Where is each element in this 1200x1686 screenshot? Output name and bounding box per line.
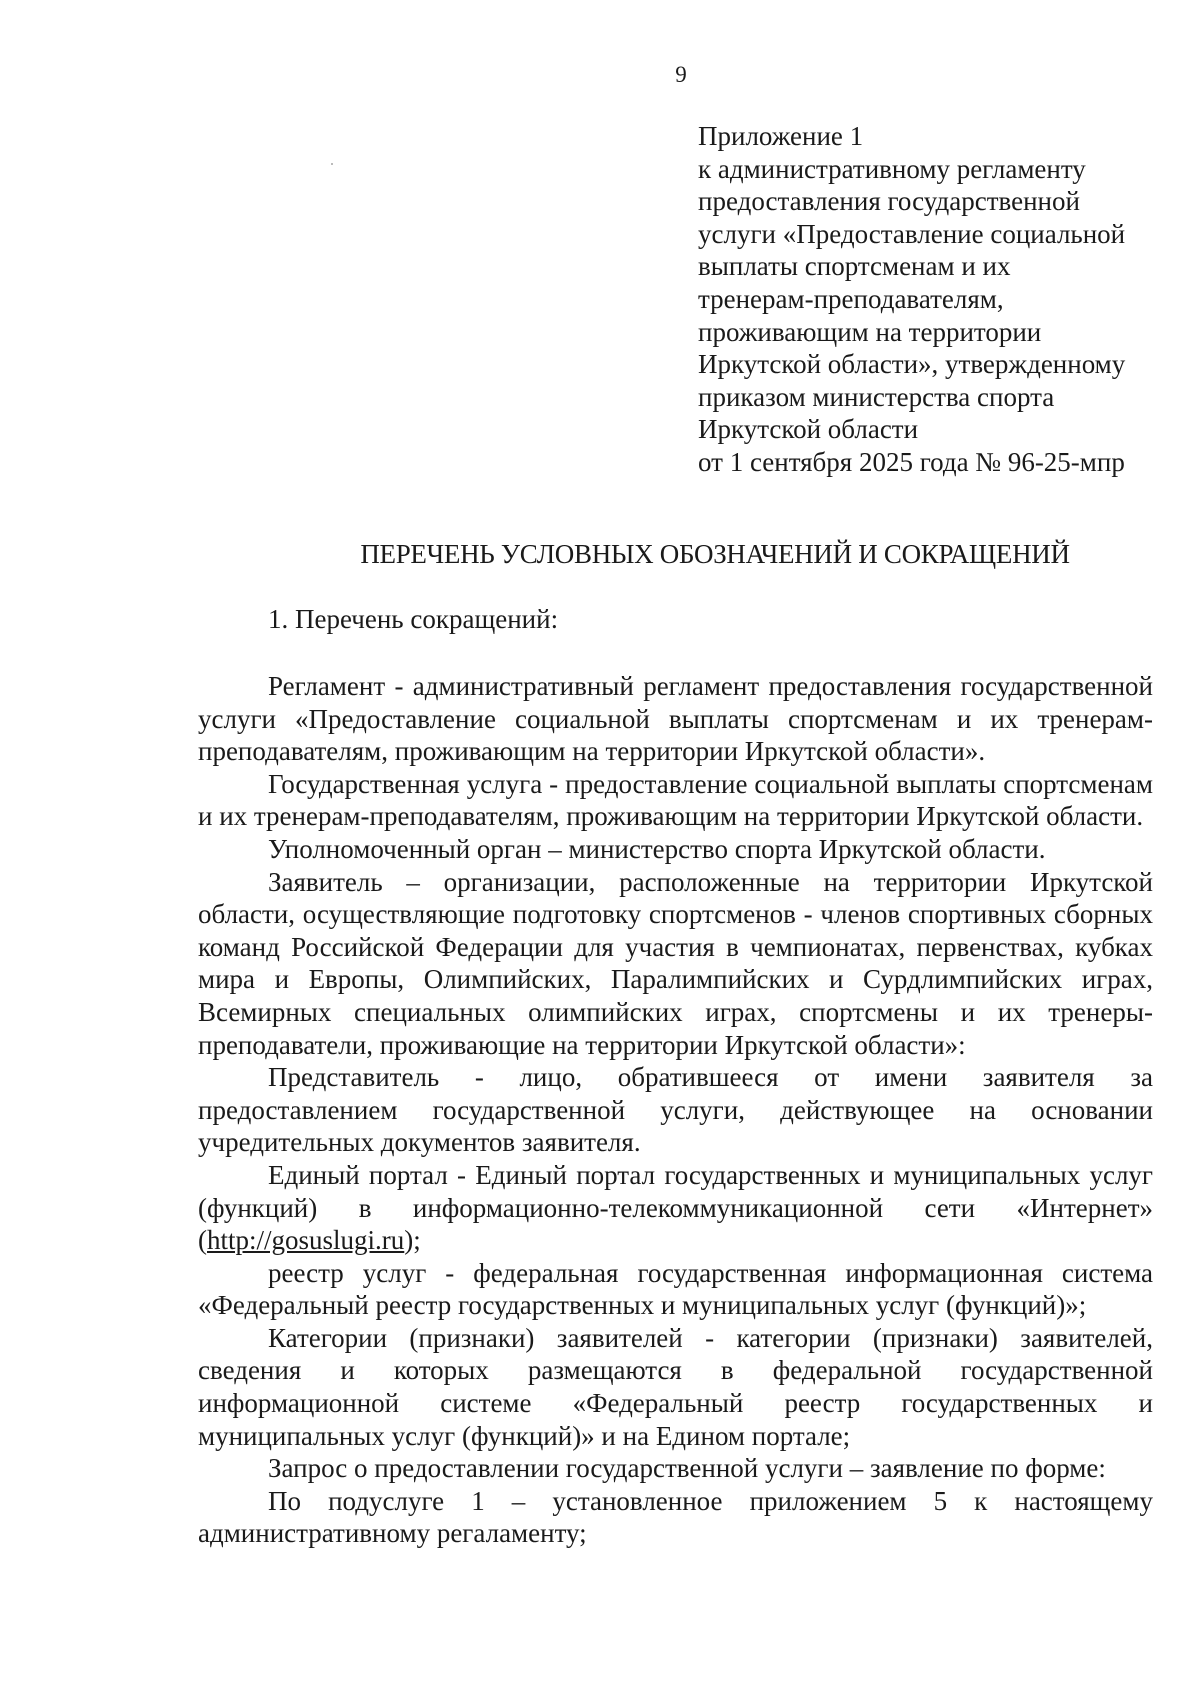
document-title: ПЕРЕЧЕНЬ УСЛОВНЫХ ОБОЗНАЧЕНИЙ И СОКРАЩЕНИЙ (360, 539, 1070, 569)
paragraph-reglament: Регламент - административный регламент предоставления государственной услуги «Предоставление социальной выплаты спортсменам и их тренерам-преподавателям, проживающим на территории Иркутской области». (198, 671, 1153, 767)
portal-link-close: ); (404, 1225, 421, 1256)
page-number: 9 (675, 62, 687, 87)
paragraph-subservice-1: По подуслуге 1 – установленное приложением 5 к настоящему административному регаламенту; (198, 1485, 1153, 1549)
body-text (198, 670, 1153, 1550)
portal-link[interactable]: http://gosuslugi.ru (207, 1225, 405, 1256)
appendix-line: приказом министерства спорта (698, 381, 1055, 412)
paragraph-representative: Представитель - лицо, обратившееся от имени заявителя за предоставлением государственной услуги, действующее на основании учредительных документов заявителя. (198, 1062, 1153, 1158)
appendix-line: от 1 сентября 2025 года № 96-25-мпр (698, 446, 1125, 477)
appendix-line: выплаты спортсменам и их (698, 251, 1011, 282)
appendix-line: Приложение 1 (698, 121, 864, 151)
scan-speck (331, 163, 333, 165)
paragraph-applicant-categories: Категории (признаки) заявителей - категории (признаки) заявителей, сведения и которых размещаются в федеральной государственной информационной системе «Федеральный реестр государственных и муниципальных услуг (функций)» и на Едином портале; (198, 1322, 1153, 1451)
portal-link-open: ( (198, 1225, 207, 1256)
appendix-line: предоставления государственной (698, 186, 1080, 217)
paragraph-state-service: Государственная услуга - предоставление социальной выплаты спортсменам и их тренерам-преподавателям, проживающим на территории Иркутской области. (198, 768, 1153, 832)
section-heading: 1. Перечень сокращений: (268, 604, 559, 634)
paragraph-unified-portal (198, 1159, 1153, 1257)
appendix-line: проживающим на территории (698, 316, 1042, 347)
paragraph-request: Запрос о предоставлении государственной услуги – заявление по форме: (268, 1453, 1106, 1484)
appendix-line: услуги «Предоставление социальной (698, 218, 1126, 249)
paragraph-applicant: Заявитель – организации, расположенные на территории Иркутской области, осуществляющие подготовку спортсменов - членов спортивных сборных команд Российской Федерации для участия в чемпионатах, первенствах, кубках мира и Европы, Олимпийских, Паралимпийских и Сурдлимпийских играх, Всемирных специальных олимпийских играх, спортсмены и их тренеры-преподаватели, проживающие на территории Иркутской области»: (198, 866, 1153, 1060)
paragraph-authorized-body: Уполномоченный орган – министерство спорта Иркутской области. (268, 833, 1046, 864)
appendix-block (698, 120, 1168, 479)
paragraph-service-registry: реестр услуг - федеральная государственная информационная система «Федеральный реестр государственных и муниципальных услуг (функций)»; (198, 1257, 1153, 1321)
appendix-line: Иркутской области (698, 414, 919, 445)
appendix-line: к административному регламенту (698, 153, 1086, 184)
appendix-line: тренерам-преподавателям, (698, 283, 1004, 314)
appendix-line: Иркутской области», утвержденному (698, 349, 1126, 380)
unified-portal-text: Единый портал - Единый портал государственных и муниципальных услуг (функций) в информационно-телекоммуникационной сети «Интернет» (198, 1159, 1153, 1223)
